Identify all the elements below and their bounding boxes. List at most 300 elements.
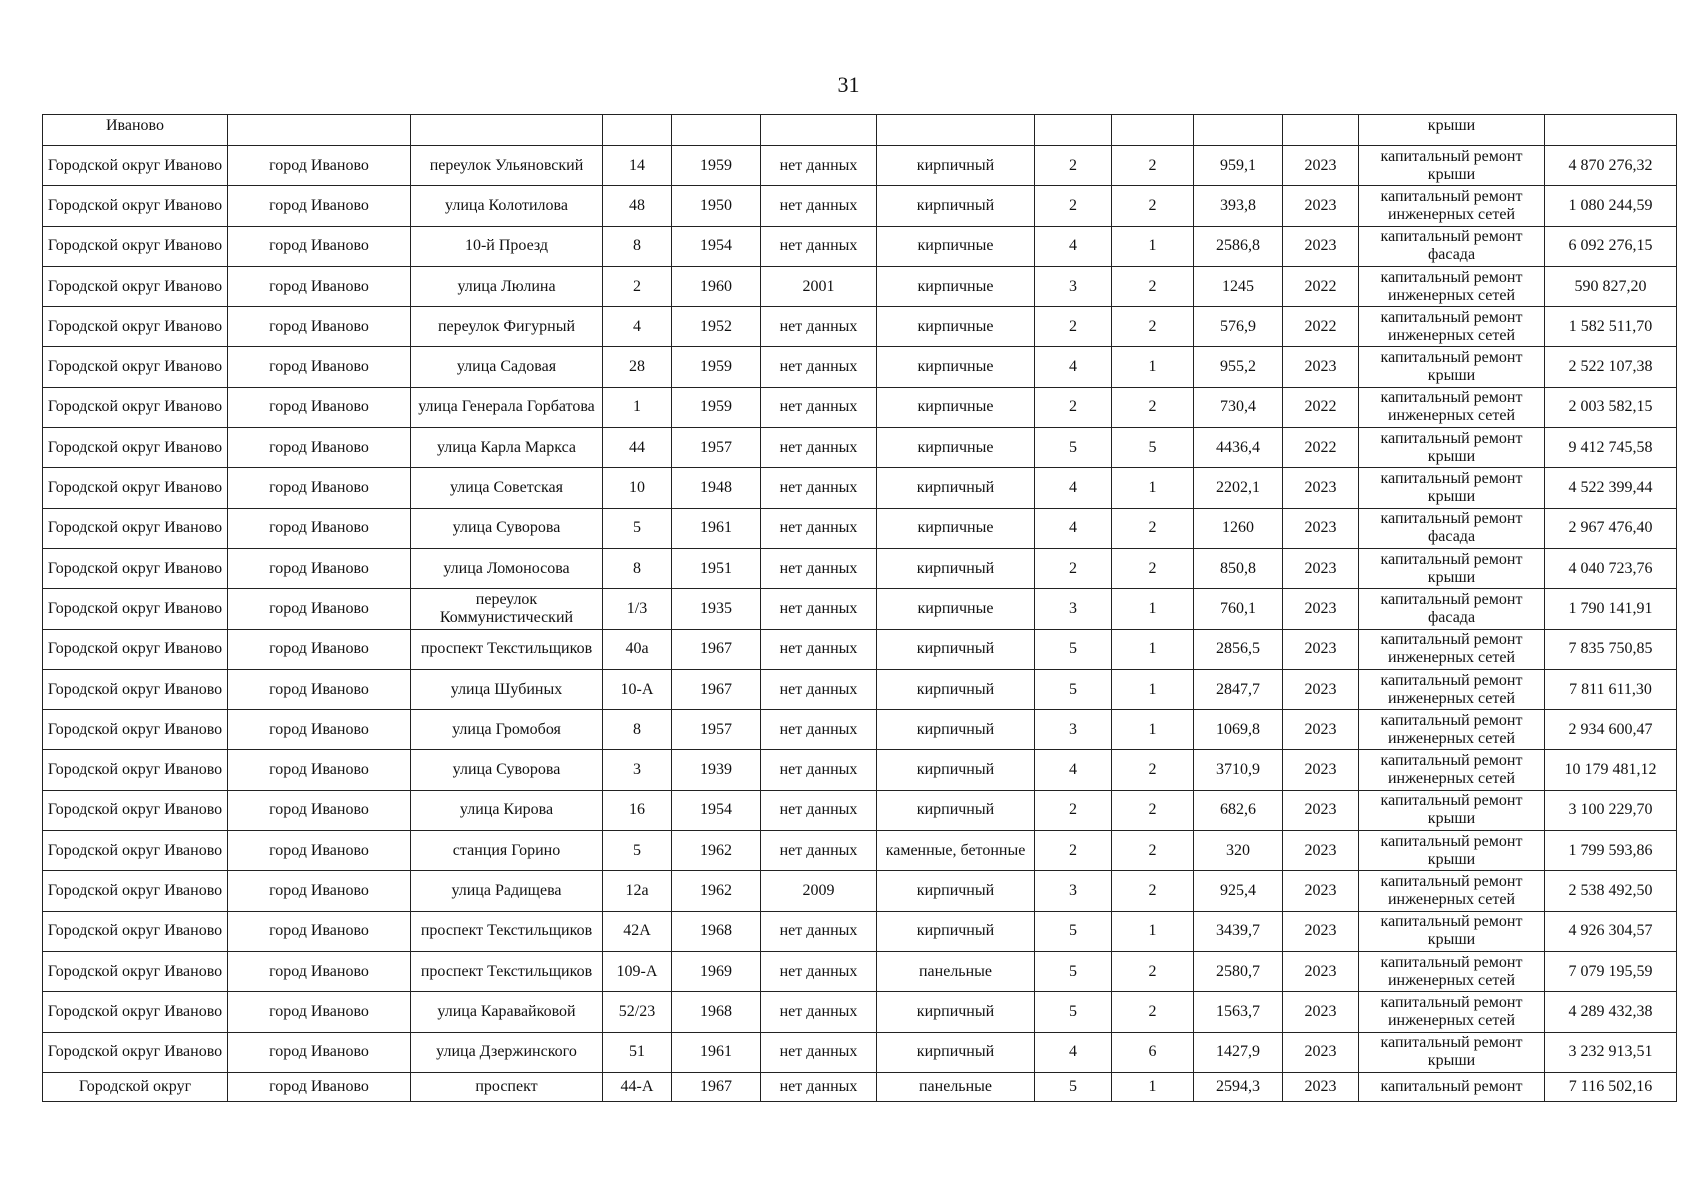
cell-municipality: Городской округ Иваново [43, 669, 228, 709]
cell-area: 393,8 [1194, 186, 1283, 226]
cell-house-number: 5 [603, 508, 672, 548]
cell-settlement: город Иваново [228, 186, 411, 226]
table-body [43, 115, 1677, 1102]
cell-municipality: Городской округ Иваново [43, 951, 228, 991]
cell-house-number: 1 [603, 387, 672, 427]
cell-street: улица Дзержинского [411, 1032, 603, 1072]
cell-floors: 5 [1035, 992, 1112, 1032]
cell-street: 10-й Проезд [411, 226, 603, 266]
cell-plan-year: 2023 [1283, 548, 1359, 588]
cell-build-year [672, 115, 761, 146]
cell-street: проспект Текстильщиков [411, 951, 603, 991]
cell-overhaul-year: нет данных [761, 790, 877, 830]
cell-floors [1035, 115, 1112, 146]
cell-wall-material: каменные, бетонные [877, 831, 1035, 871]
cell-area [1194, 115, 1283, 146]
cell-entrances: 2 [1112, 146, 1194, 186]
cell-entrances: 1 [1112, 1072, 1194, 1101]
table-row [43, 589, 1677, 629]
cell-cost: 6 092 276,15 [1545, 226, 1677, 266]
cell-street: улица Кирова [411, 790, 603, 830]
cell-work-type: капитальный ремонт крыши [1359, 428, 1545, 468]
cell-house-number: 48 [603, 186, 672, 226]
cell-overhaul-year: нет данных [761, 911, 877, 951]
cell-plan-year: 2023 [1283, 669, 1359, 709]
cell-overhaul-year: нет данных [761, 951, 877, 991]
cell-house-number: 42А [603, 911, 672, 951]
cell-area: 3710,9 [1194, 750, 1283, 790]
cell-settlement: город Иваново [228, 548, 411, 588]
cell-work-type: капитальный ремонт инженерных сетей [1359, 871, 1545, 911]
cell-municipality: Городской округ Иваново [43, 911, 228, 951]
cell-area: 2856,5 [1194, 629, 1283, 669]
cell-work-type: капитальный ремонт инженерных сетей [1359, 266, 1545, 306]
cell-cost: 1 080 244,59 [1545, 186, 1677, 226]
cell-wall-material: панельные [877, 951, 1035, 991]
cell-street: станция Горино [411, 831, 603, 871]
cell-house-number: 12а [603, 871, 672, 911]
cell-floors: 4 [1035, 508, 1112, 548]
cell-plan-year: 2022 [1283, 428, 1359, 468]
cell-street: переулок Фигурный [411, 307, 603, 347]
cell-floors: 2 [1035, 548, 1112, 588]
cell-overhaul-year: нет данных [761, 307, 877, 347]
cell-cost: 7 116 502,16 [1545, 1072, 1677, 1101]
cell-area: 682,6 [1194, 790, 1283, 830]
cell-cost: 2 934 600,47 [1545, 710, 1677, 750]
cell-overhaul-year: нет данных [761, 1072, 877, 1101]
cell-build-year: 1967 [672, 669, 761, 709]
cell-work-type: капитальный ремонт инженерных сетей [1359, 710, 1545, 750]
cell-entrances: 1 [1112, 589, 1194, 629]
cell-build-year: 1969 [672, 951, 761, 991]
cell-area: 1260 [1194, 508, 1283, 548]
cell-area: 2580,7 [1194, 951, 1283, 991]
cell-house-number: 4 [603, 307, 672, 347]
cell-street: улица Колотилова [411, 186, 603, 226]
cell-street: улица Карла Маркса [411, 428, 603, 468]
cell-build-year: 1939 [672, 750, 761, 790]
cell-settlement: город Иваново [228, 992, 411, 1032]
cell-settlement [228, 115, 411, 146]
cell-street: улица Суворова [411, 750, 603, 790]
cell-municipality: Городской округ Иваново [43, 831, 228, 871]
cell-municipality: Городской округ Иваново [43, 992, 228, 1032]
table-row [43, 307, 1677, 347]
cell-plan-year: 2023 [1283, 1032, 1359, 1072]
cell-build-year: 1950 [672, 186, 761, 226]
cell-settlement: город Иваново [228, 589, 411, 629]
cell-street: переулок Ульяновский [411, 146, 603, 186]
cell-work-type: капитальный ремонт крыши [1359, 347, 1545, 387]
cell-area: 2202,1 [1194, 468, 1283, 508]
cell-wall-material: кирпичный [877, 750, 1035, 790]
cell-overhaul-year: нет данных [761, 387, 877, 427]
cell-street: проспект Текстильщиков [411, 911, 603, 951]
cell-build-year: 1935 [672, 589, 761, 629]
cell-settlement: город Иваново [228, 911, 411, 951]
cell-overhaul-year: 2001 [761, 266, 877, 306]
cell-cost [1545, 115, 1677, 146]
cell-cost: 7 835 750,85 [1545, 629, 1677, 669]
cell-entrances: 2 [1112, 186, 1194, 226]
cell-settlement: город Иваново [228, 428, 411, 468]
table-row [43, 911, 1677, 951]
cell-cost: 1 582 511,70 [1545, 307, 1677, 347]
cell-floors: 2 [1035, 186, 1112, 226]
table-row [43, 468, 1677, 508]
cell-wall-material: кирпичный [877, 710, 1035, 750]
cell-municipality: Городской округ Иваново [43, 508, 228, 548]
cell-street: улица Люлина [411, 266, 603, 306]
cell-plan-year: 2023 [1283, 790, 1359, 830]
cell-plan-year: 2023 [1283, 1072, 1359, 1101]
cell-settlement: город Иваново [228, 669, 411, 709]
cell-street: улица Каравайковой [411, 992, 603, 1032]
cell-street: улица Суворова [411, 508, 603, 548]
cell-area: 2594,3 [1194, 1072, 1283, 1101]
cell-settlement: город Иваново [228, 750, 411, 790]
cell-cost: 4 040 723,76 [1545, 548, 1677, 588]
cell-settlement: город Иваново [228, 307, 411, 347]
cell-wall-material: кирпичные [877, 226, 1035, 266]
cell-work-type: капитальный ремонт крыши [1359, 911, 1545, 951]
cell-settlement: город Иваново [228, 146, 411, 186]
table-row [43, 428, 1677, 468]
cell-settlement: город Иваново [228, 266, 411, 306]
cell-work-type: капитальный ремонт инженерных сетей [1359, 750, 1545, 790]
cell-build-year: 1968 [672, 911, 761, 951]
cell-plan-year: 2023 [1283, 951, 1359, 991]
cell-work-type: капитальный ремонт крыши [1359, 1032, 1545, 1072]
cell-wall-material: кирпичный [877, 992, 1035, 1032]
cell-settlement: город Иваново [228, 1072, 411, 1101]
cell-floors: 4 [1035, 226, 1112, 266]
cell-entrances: 2 [1112, 831, 1194, 871]
cell-cost: 1 799 593,86 [1545, 831, 1677, 871]
cell-work-type: капитальный ремонт крыши [1359, 146, 1545, 186]
cell-street: переулок Коммунистический [411, 589, 603, 629]
cell-entrances: 1 [1112, 468, 1194, 508]
cell-settlement: город Иваново [228, 347, 411, 387]
cell-house-number: 109-А [603, 951, 672, 991]
cell-plan-year: 2023 [1283, 508, 1359, 548]
cell-house-number: 8 [603, 710, 672, 750]
cell-cost: 7 811 611,30 [1545, 669, 1677, 709]
cell-build-year: 1959 [672, 146, 761, 186]
table-row [43, 226, 1677, 266]
cell-settlement: город Иваново [228, 951, 411, 991]
table-row [43, 992, 1677, 1032]
cell-work-type: капитальный ремонт инженерных сетей [1359, 629, 1545, 669]
table-row [43, 1032, 1677, 1072]
cell-cost: 2 538 492,50 [1545, 871, 1677, 911]
cell-floors: 3 [1035, 266, 1112, 306]
cell-municipality: Городской округ Иваново [43, 1032, 228, 1072]
cell-floors: 5 [1035, 669, 1112, 709]
cell-entrances: 2 [1112, 951, 1194, 991]
cell-work-type: капитальный ремонт инженерных сетей [1359, 387, 1545, 427]
cell-wall-material: кирпичные [877, 589, 1035, 629]
cell-floors: 5 [1035, 428, 1112, 468]
cell-area: 4436,4 [1194, 428, 1283, 468]
cell-house-number: 10 [603, 468, 672, 508]
cell-floors: 4 [1035, 347, 1112, 387]
cell-area: 730,4 [1194, 387, 1283, 427]
cell-plan-year: 2023 [1283, 226, 1359, 266]
cell-municipality: Городской округ Иваново [43, 146, 228, 186]
cell-cost: 590 827,20 [1545, 266, 1677, 306]
cell-area: 959,1 [1194, 146, 1283, 186]
table-row [43, 146, 1677, 186]
cell-floors: 5 [1035, 911, 1112, 951]
cell-settlement: город Иваново [228, 226, 411, 266]
cell-municipality: Городской округ Иваново [43, 387, 228, 427]
cell-area: 3439,7 [1194, 911, 1283, 951]
cell-street: улица Садовая [411, 347, 603, 387]
cell-street: улица Громобоя [411, 710, 603, 750]
cell-build-year: 1952 [672, 307, 761, 347]
cell-build-year: 1954 [672, 790, 761, 830]
cell-cost: 2 003 582,15 [1545, 387, 1677, 427]
cell-entrances: 1 [1112, 226, 1194, 266]
cell-street: проспект Текстильщиков [411, 629, 603, 669]
cell-street [411, 115, 603, 146]
cell-municipality: Городской округ Иваново [43, 226, 228, 266]
cell-wall-material: кирпичные [877, 428, 1035, 468]
cell-work-type: капитальный ремонт крыши [1359, 790, 1545, 830]
cell-plan-year: 2023 [1283, 629, 1359, 669]
cell-floors: 5 [1035, 951, 1112, 991]
cell-work-type: капитальный ремонт инженерных сетей [1359, 951, 1545, 991]
table-row [43, 1072, 1677, 1101]
cell-overhaul-year: нет данных [761, 831, 877, 871]
cell-municipality: Городской округ Иваново [43, 548, 228, 588]
cell-entrances [1112, 115, 1194, 146]
cell-plan-year: 2023 [1283, 750, 1359, 790]
cell-work-type: капитальный ремонт инженерных сетей [1359, 186, 1545, 226]
cell-plan-year: 2023 [1283, 831, 1359, 871]
cell-settlement: город Иваново [228, 387, 411, 427]
cell-wall-material: кирпичный [877, 790, 1035, 830]
cell-build-year: 1959 [672, 387, 761, 427]
cell-work-type: крыши [1359, 115, 1545, 146]
cell-house-number: 8 [603, 548, 672, 588]
page-number: 31 [837, 72, 860, 97]
cell-plan-year: 2023 [1283, 710, 1359, 750]
cell-wall-material: кирпичный [877, 468, 1035, 508]
cell-plan-year: 2023 [1283, 186, 1359, 226]
cell-house-number: 5 [603, 831, 672, 871]
cell-overhaul-year: нет данных [761, 186, 877, 226]
cell-floors: 2 [1035, 387, 1112, 427]
cell-settlement: город Иваново [228, 1032, 411, 1072]
cell-municipality: Городской округ Иваново [43, 790, 228, 830]
table-row [43, 951, 1677, 991]
cell-work-type: капитальный ремонт крыши [1359, 468, 1545, 508]
cell-house-number: 44-А [603, 1072, 672, 1101]
cell-municipality: Городской округ Иваново [43, 347, 228, 387]
cell-floors: 5 [1035, 1072, 1112, 1101]
cell-build-year: 1967 [672, 1072, 761, 1101]
cell-cost: 10 179 481,12 [1545, 750, 1677, 790]
cell-settlement: город Иваново [228, 468, 411, 508]
cell-work-type: капитальный ремонт фасада [1359, 226, 1545, 266]
cell-overhaul-year: нет данных [761, 629, 877, 669]
cell-area: 1427,9 [1194, 1032, 1283, 1072]
cell-plan-year: 2023 [1283, 146, 1359, 186]
cell-entrances: 1 [1112, 710, 1194, 750]
cell-cost: 4 926 304,57 [1545, 911, 1677, 951]
cell-street: улица Шубиных [411, 669, 603, 709]
cell-house-number: 10-А [603, 669, 672, 709]
cell-area: 850,8 [1194, 548, 1283, 588]
cell-municipality: Городской округ Иваново [43, 428, 228, 468]
cell-municipality: Городской округ Иваново [43, 871, 228, 911]
cell-area: 320 [1194, 831, 1283, 871]
table-row [43, 790, 1677, 830]
cell-area: 925,4 [1194, 871, 1283, 911]
cell-cost: 2 967 476,40 [1545, 508, 1677, 548]
cell-plan-year: 2022 [1283, 307, 1359, 347]
table-row [43, 347, 1677, 387]
cell-area: 760,1 [1194, 589, 1283, 629]
cell-floors: 4 [1035, 468, 1112, 508]
cell-overhaul-year: нет данных [761, 428, 877, 468]
table-row [43, 629, 1677, 669]
cell-entrances: 2 [1112, 790, 1194, 830]
cell-wall-material: кирпичный [877, 146, 1035, 186]
cell-build-year: 1968 [672, 992, 761, 1032]
cell-floors: 2 [1035, 307, 1112, 347]
table-row-continued [43, 115, 1677, 146]
cell-work-type: капитальный ремонт инженерных сетей [1359, 307, 1545, 347]
cell-wall-material: панельные [877, 1072, 1035, 1101]
cell-entrances: 2 [1112, 307, 1194, 347]
cell-wall-material: кирпичный [877, 629, 1035, 669]
cell-house-number: 8 [603, 226, 672, 266]
cell-overhaul-year: нет данных [761, 992, 877, 1032]
cell-municipality: Иваново [43, 115, 228, 146]
cell-municipality: Городской округ Иваново [43, 266, 228, 306]
cell-entrances: 1 [1112, 347, 1194, 387]
cell-build-year: 1957 [672, 710, 761, 750]
cell-settlement: город Иваново [228, 508, 411, 548]
cell-work-type: капитальный ремонт фасада [1359, 508, 1545, 548]
cell-overhaul-year: нет данных [761, 750, 877, 790]
cell-work-type: капитальный ремонт фасада [1359, 589, 1545, 629]
cell-entrances: 2 [1112, 548, 1194, 588]
cell-cost: 9 412 745,58 [1545, 428, 1677, 468]
cell-wall-material: кирпичный [877, 1032, 1035, 1072]
cell-municipality: Городской округ Иваново [43, 710, 228, 750]
table-row [43, 508, 1677, 548]
cell-street: проспект [411, 1072, 603, 1101]
cell-plan-year [1283, 115, 1359, 146]
cell-build-year: 1960 [672, 266, 761, 306]
cell-entrances: 2 [1112, 266, 1194, 306]
cell-overhaul-year: нет данных [761, 1032, 877, 1072]
cell-wall-material: кирпичный [877, 871, 1035, 911]
cell-overhaul-year: нет данных [761, 226, 877, 266]
cell-overhaul-year: нет данных [761, 508, 877, 548]
table-row [43, 186, 1677, 226]
cell-build-year: 1951 [672, 548, 761, 588]
cell-entrances: 1 [1112, 911, 1194, 951]
cell-cost: 3 100 229,70 [1545, 790, 1677, 830]
cell-floors: 2 [1035, 831, 1112, 871]
housing-repair-table [42, 114, 1677, 1102]
cell-municipality: Городской округ Иваново [43, 186, 228, 226]
cell-house-number: 2 [603, 266, 672, 306]
cell-house-number: 14 [603, 146, 672, 186]
cell-overhaul-year: нет данных [761, 669, 877, 709]
cell-house-number: 51 [603, 1032, 672, 1072]
cell-wall-material: кирпичные [877, 266, 1035, 306]
cell-wall-material: кирпичный [877, 186, 1035, 226]
cell-overhaul-year [761, 115, 877, 146]
cell-build-year: 1959 [672, 347, 761, 387]
cell-entrances: 2 [1112, 387, 1194, 427]
cell-floors: 3 [1035, 710, 1112, 750]
cell-floors: 2 [1035, 790, 1112, 830]
cell-wall-material: кирпичный [877, 669, 1035, 709]
cell-street: улица Ломоносова [411, 548, 603, 588]
cell-overhaul-year: нет данных [761, 710, 877, 750]
cell-entrances: 2 [1112, 508, 1194, 548]
cell-settlement: город Иваново [228, 790, 411, 830]
cell-street: улица Генерала Горбатова [411, 387, 603, 427]
cell-street: улица Радищева [411, 871, 603, 911]
cell-entrances: 1 [1112, 629, 1194, 669]
cell-plan-year: 2023 [1283, 589, 1359, 629]
cell-build-year: 1962 [672, 871, 761, 911]
cell-wall-material: кирпичный [877, 911, 1035, 951]
cell-area: 1245 [1194, 266, 1283, 306]
cell-municipality: Городской округ Иваново [43, 307, 228, 347]
cell-cost: 4 870 276,32 [1545, 146, 1677, 186]
cell-build-year: 1948 [672, 468, 761, 508]
table-row [43, 831, 1677, 871]
cell-plan-year: 2023 [1283, 347, 1359, 387]
cell-house-number: 1/3 [603, 589, 672, 629]
cell-street: улица Советская [411, 468, 603, 508]
cell-area: 2586,8 [1194, 226, 1283, 266]
cell-overhaul-year: 2009 [761, 871, 877, 911]
cell-settlement: город Иваново [228, 831, 411, 871]
cell-work-type: капитальный ремонт инженерных сетей [1359, 992, 1545, 1032]
cell-plan-year: 2023 [1283, 911, 1359, 951]
cell-municipality: Городской округ Иваново [43, 750, 228, 790]
table-row [43, 387, 1677, 427]
cell-cost: 4 289 432,38 [1545, 992, 1677, 1032]
cell-settlement: город Иваново [228, 629, 411, 669]
table-row [43, 669, 1677, 709]
cell-wall-material: кирпичные [877, 508, 1035, 548]
cell-house-number: 3 [603, 750, 672, 790]
cell-municipality: Городской округ Иваново [43, 468, 228, 508]
cell-build-year: 1961 [672, 1032, 761, 1072]
cell-work-type: капитальный ремонт [1359, 1072, 1545, 1101]
cell-municipality: Городской округ Иваново [43, 629, 228, 669]
cell-overhaul-year: нет данных [761, 146, 877, 186]
cell-plan-year: 2023 [1283, 871, 1359, 911]
cell-cost: 1 790 141,91 [1545, 589, 1677, 629]
cell-area: 2847,7 [1194, 669, 1283, 709]
cell-cost: 4 522 399,44 [1545, 468, 1677, 508]
cell-overhaul-year: нет данных [761, 347, 877, 387]
table-row [43, 750, 1677, 790]
